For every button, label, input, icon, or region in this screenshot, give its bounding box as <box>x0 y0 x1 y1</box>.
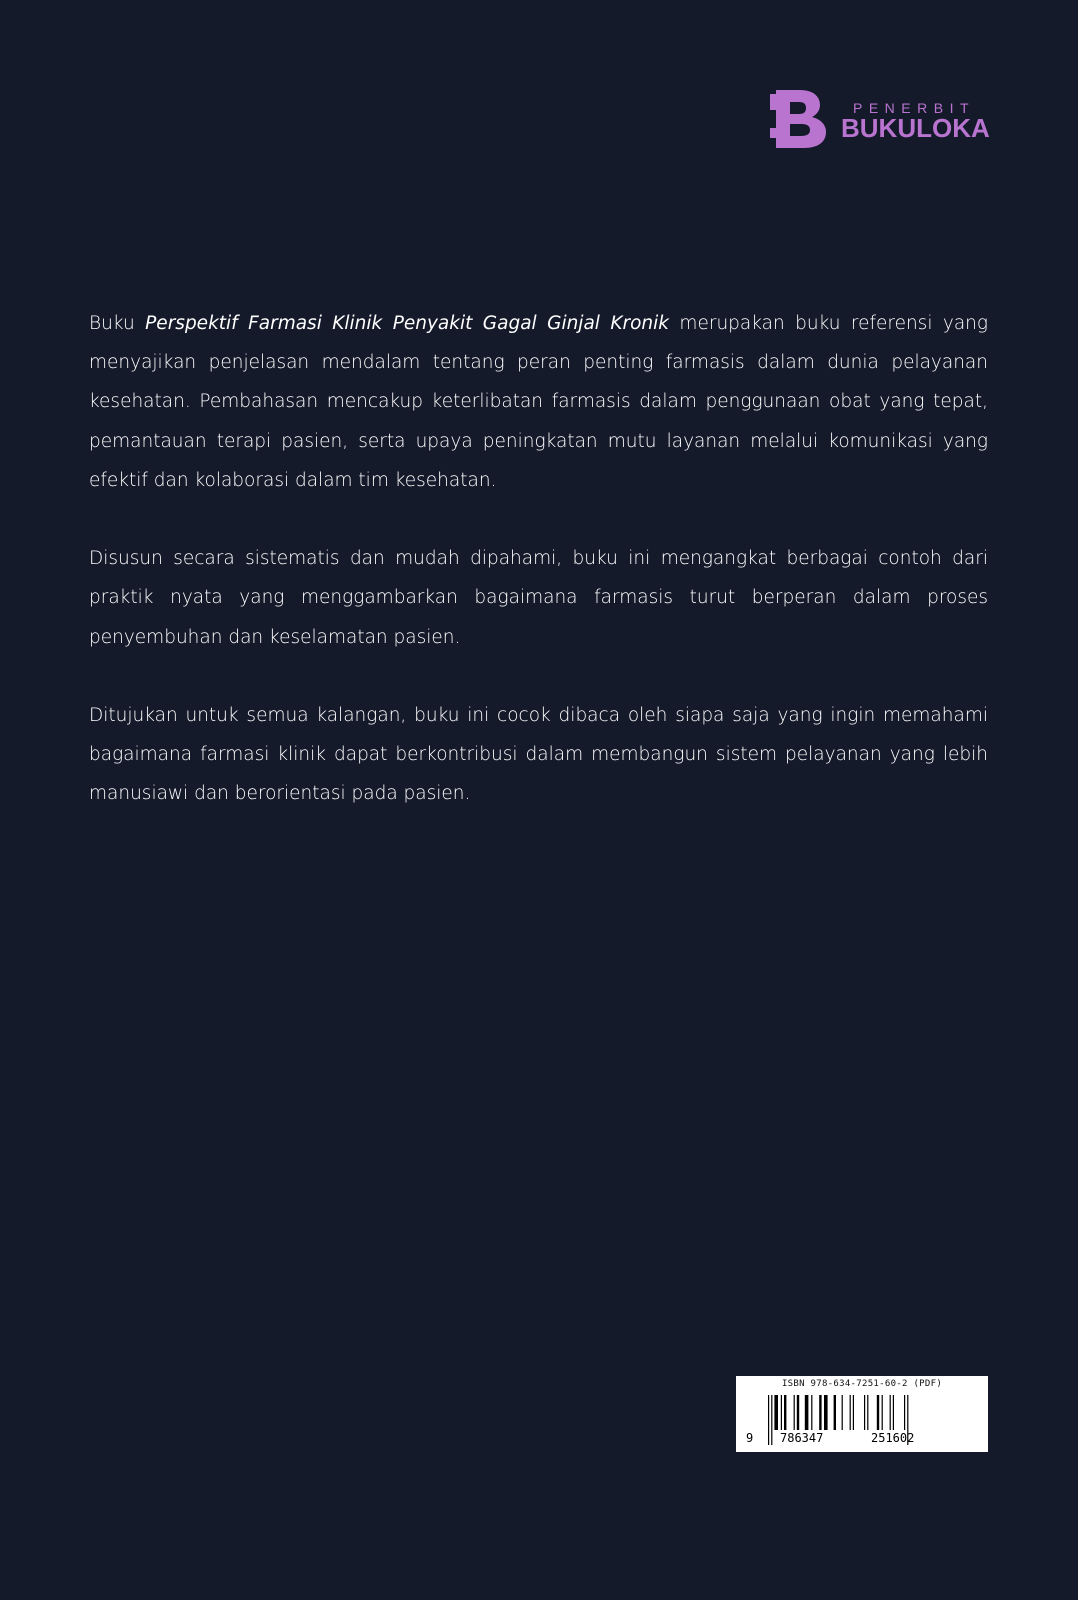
book-title: Perspektif Farmasi Klinik Penyakit Gagal Ginjal Kronik <box>145 313 669 334</box>
barcode-bar <box>853 1395 854 1430</box>
logo-b-icon <box>768 88 830 150</box>
barcode-bar <box>890 1395 891 1430</box>
blurb-paragraph-1 <box>89 304 988 500</box>
blurb-p1-prefix: Buku <box>89 313 146 334</box>
barcode-bar <box>771 1395 772 1445</box>
barcode-bar <box>850 1395 851 1430</box>
barcode-bar <box>864 1395 865 1430</box>
barcode-bar <box>781 1395 782 1430</box>
barcode-bar <box>867 1395 868 1430</box>
barcode-digits-left: 786347 <box>780 1431 824 1445</box>
barcode-bar <box>824 1395 828 1430</box>
barcode-bar <box>893 1395 894 1430</box>
logo-penerbit-label: PENERBIT <box>853 100 976 116</box>
isbn-barcode <box>736 1376 988 1452</box>
barcode-bar <box>819 1395 821 1430</box>
blurb-p1-rest: merupakan buku referensi yang menyajikan penjelasan mendalam tentang peran penting farmasis dalam dunia pelayanan kesehatan. Pembahasan mencakup keterlibatan farmasis dalam penggunaan obat yang tepat, pemantauan terapi pasien, serta upaya peningkatan mutu layanan melalui komunikasi yang efektif dan kolaborasi dalam tim kesehatan. <box>89 313 989 491</box>
barcode-bar <box>794 1395 795 1430</box>
barcode-bar <box>904 1395 905 1430</box>
logo-publisher-name: BUKULOKA <box>841 113 990 143</box>
barcode-bar <box>834 1395 836 1430</box>
book-blurb <box>89 304 988 853</box>
blurb-paragraph-3: Ditujukan untuk semua kalangan, buku ini cocok dibaca oleh siapa saja yang ingin memahami bagaimana farmasi klinik dapat berkontribusi dalam membangun sistem pelayanan yang lebih manusiawi dan berorientasi pada pasien. <box>89 705 988 805</box>
barcode-bars <box>736 1376 988 1452</box>
blurb-paragraph-2: Disusun secara sistematis dan mudah dipahami, buku ini mengangkat berbagai contoh dari praktik nyata yang menggambarkan bagaimana farmasis turut berperan dalam proses penyembuhan dan keselamatan pasien. <box>89 548 988 648</box>
barcode-bar <box>784 1395 786 1430</box>
publisher-logo <box>768 88 990 152</box>
barcode-digits-right: 251602 <box>871 1431 915 1445</box>
barcode-bar <box>842 1395 843 1430</box>
barcode-bar <box>768 1395 769 1445</box>
barcode-bar <box>882 1395 883 1430</box>
barcode-digit-first: 9 <box>746 1431 754 1445</box>
barcode-bar <box>797 1395 799 1430</box>
barcode-bar <box>811 1395 812 1430</box>
barcode-bar <box>805 1395 809 1430</box>
barcode-bar <box>877 1395 879 1430</box>
isbn-label: ISBN 978-634-7251-60-2 (PDF) <box>781 1379 943 1389</box>
barcode-bar <box>774 1395 778 1430</box>
